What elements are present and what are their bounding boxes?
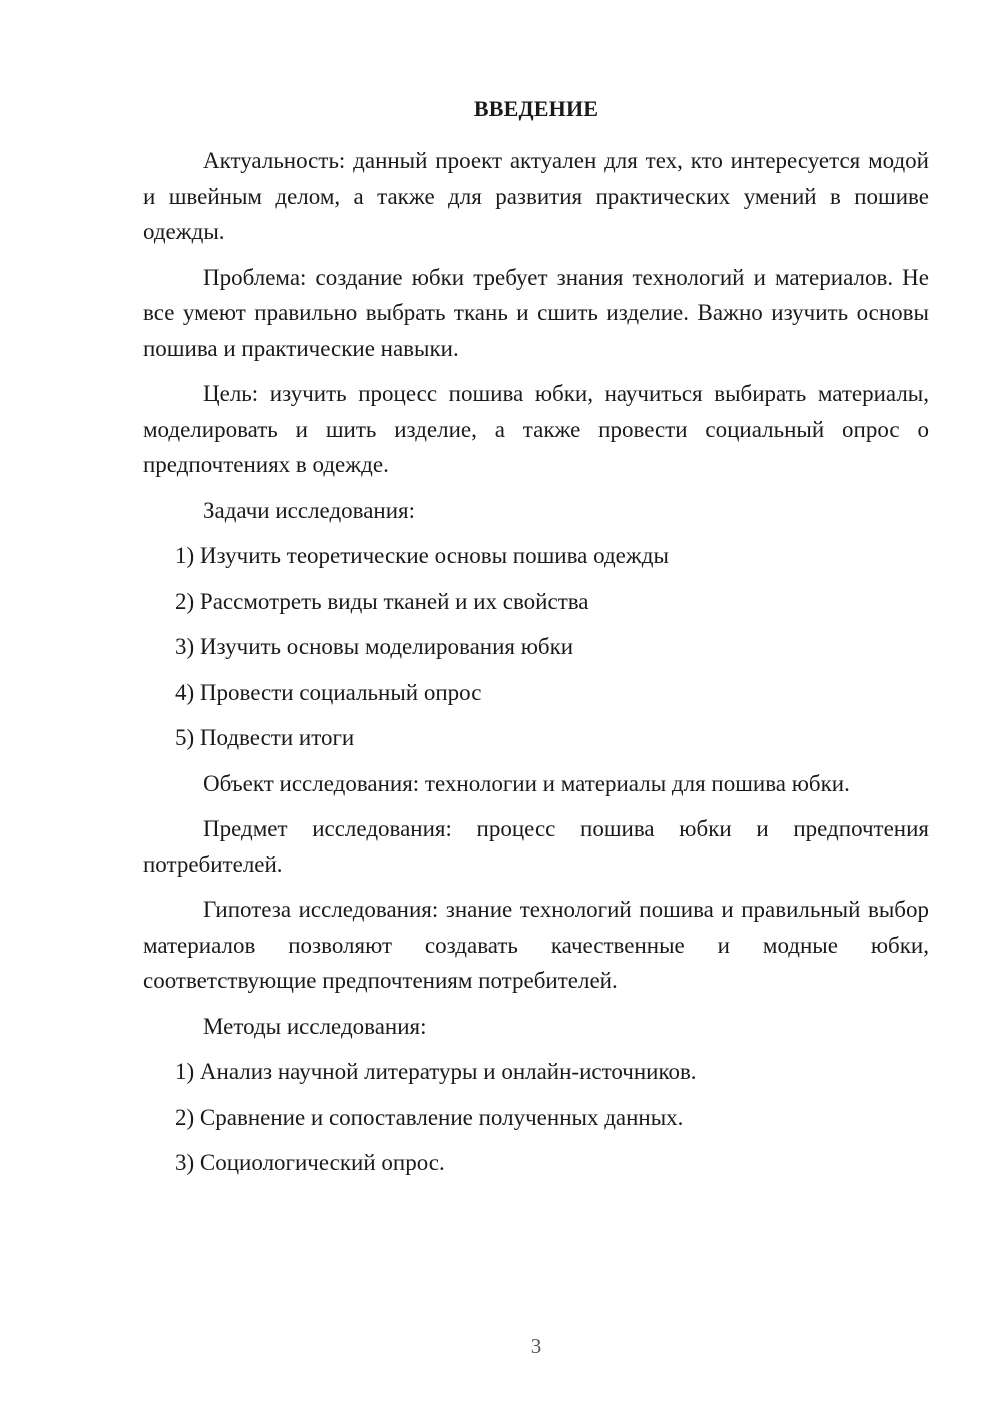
task-item: 4) Провести социальный опрос — [175, 679, 482, 705]
object-paragraph: Объект исследования: технологии и материалы для пошива юбки. — [203, 770, 850, 796]
task-item: 3) Изучить основы моделирования юбки — [175, 634, 574, 659]
method-item: 2) Сравнение и сопоставление полученных данных. — [175, 1104, 684, 1130]
relevance-paragraph: Актуальность: данный проект актуален для тех, кто интересуется модой и швейным делом, а также для развития практических умений в пошиве одежды. — [143, 148, 929, 244]
task-item: 2) Рассмотреть виды тканей и их свойства — [175, 588, 589, 614]
page-number: 3 — [530, 1334, 542, 1358]
method-item: 1) Анализ научной литературы и онлайн-источников. — [175, 1059, 697, 1084]
methods-title: Методы исследования: — [203, 1013, 427, 1039]
method-item: 3) Социологический опрос. — [175, 1150, 445, 1175]
problem-paragraph: Проблема: создание юбки требует знания технологий и материалов. Не все умеют правильно выбрать ткань и сшить изделие. Важно изучить основы пошива и практические навыки. — [143, 264, 929, 361]
task-item: 1) Изучить теоретические основы пошива одежды — [175, 543, 669, 568]
page-heading: ВВЕДЕНИЕ — [473, 96, 599, 121]
task-item: 5) Подвести итоги — [175, 725, 355, 750]
hypothesis-paragraph: Гипотеза исследования: знание технологий пошива и правильный выбор материалов позволяют создавать качественные и модные юбки, соответствующие предпочтениям потребителей. — [143, 897, 929, 993]
tasks-title: Задачи исследования: — [203, 497, 416, 523]
subject-paragraph: Предмет исследования: процесс пошива юбки и предпочтения потребителей. — [143, 816, 929, 877]
goal-paragraph: Цель: изучить процесс пошива юбки, научиться выбирать материалы, моделировать и шить изделие, а также провести социальный опрос о предпочтениях в одежде. — [143, 381, 929, 477]
document-body — [143, 143, 929, 1191]
